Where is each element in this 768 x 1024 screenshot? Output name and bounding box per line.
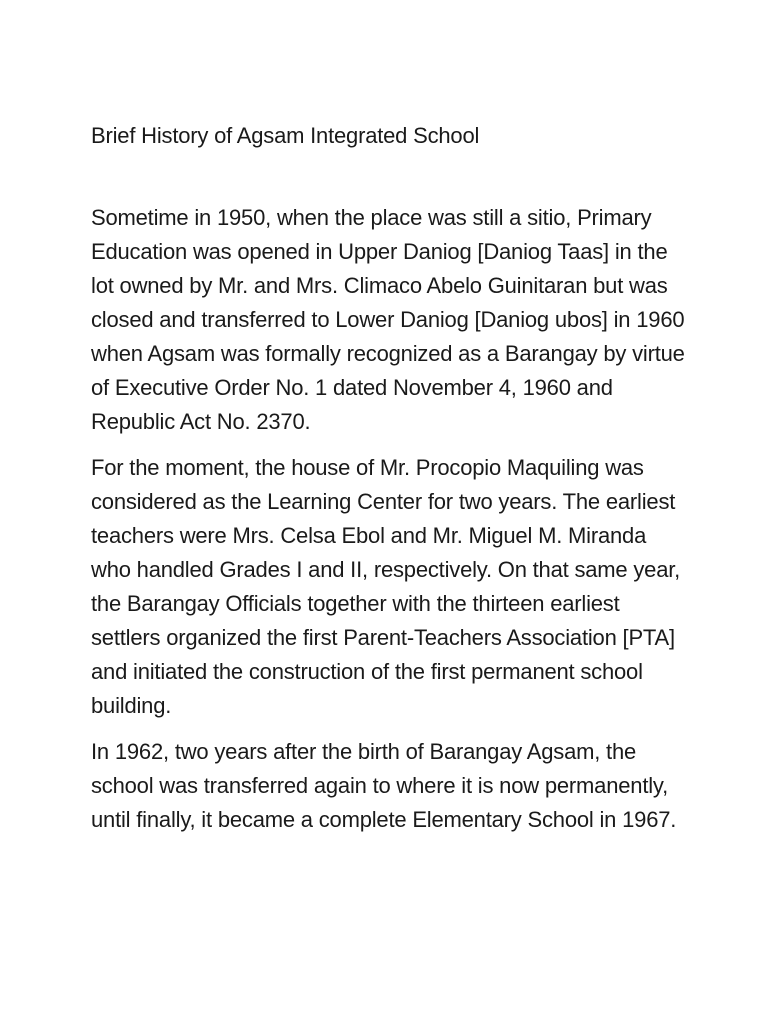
paragraph-3: In 1962, two years after the birth of Barangay Agsam, the school was transferred again to where it is now permanently, until finally, it became a complete Elementary School in 1967.: [91, 739, 677, 832]
document-title: Brief History of Agsam Integrated School: [91, 123, 480, 148]
document-page: [91, 119, 691, 849]
paragraph-1: Sometime in 1950, when the place was still a sitio, Primary Education was opened in Upper Daniog [Daniog Taas] in the lot owned by Mr. and Mrs. Climaco Abelo Guinitaran but was closed and transferred to Lower Daniog [Daniog ubos] in 1960 when Agsam was formally recognized as a Barangay by virtue of Executive Order No. 1 dated November 4, 1960 and Republic Act No. 2370.: [91, 205, 685, 434]
paragraph-2: For the moment, the house of Mr. Procopio Maquiling was considered as the Learning Center for two years. The earliest teachers were Mrs. Celsa Ebol and Mr. Miguel M. Miranda who handled Grades I and II, respectively. On that same year, the Barangay Officials together with the thirteen earliest settlers organized the first Parent-Teachers Association [PTA] and initiated the construction of the first permanent school building.: [91, 455, 681, 718]
